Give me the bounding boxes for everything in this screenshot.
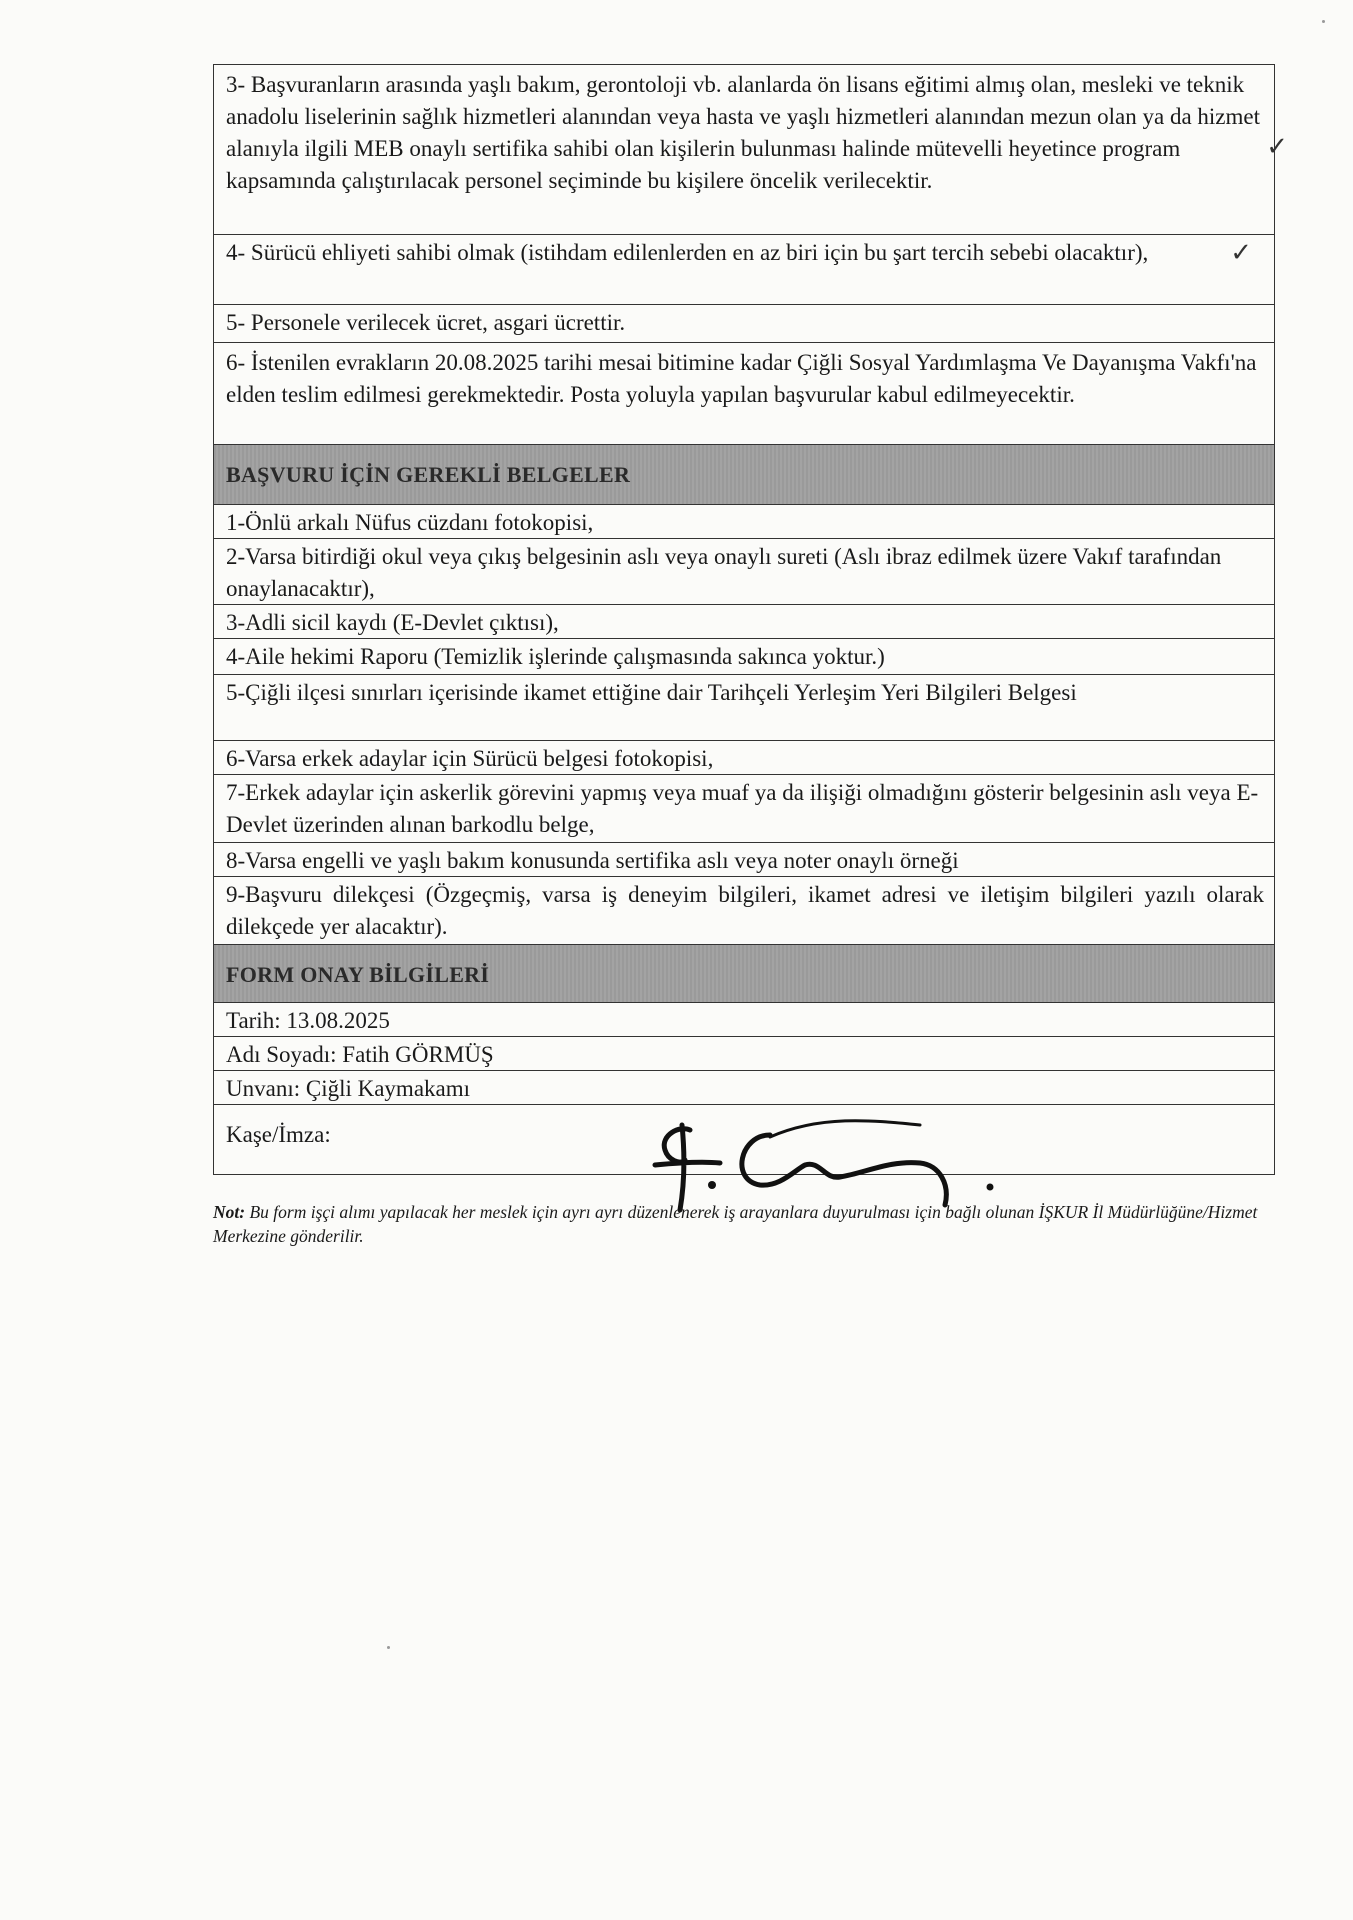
checkmark-icon: ✓ (1230, 238, 1252, 268)
document-item-7 (214, 775, 1274, 843)
requirement-text: 3- Başvuranların arasında yaşlı bakım, gerontoloji vb. alanlarda ön lisans eğitimi almış olan, mesleki ve teknik anadolu liselerinin sağlık hizmetleri alanından veya hasta ve yaşlı hizmetleri alanından mezun olan ya da hizmet alanıyla ilgili MEB onaylı sertifika sahibi olan kişilerin bulunması halinde mütevelli heyetince program kapsamında çalıştırılacak personel seçiminde bu kişilere öncelik verilecektir. (226, 72, 1260, 193)
approval-name: Adı Soyadı: Fatih GÖRMÜŞ (226, 1042, 494, 1067)
document-text: 2-Varsa bitirdiği okul veya çıkış belgesinin aslı veya onaylı sureti (Aslı ibraz edilmek üzere Vakıf tarafından onaylanacaktır), (226, 544, 1222, 601)
document-item-1 (214, 505, 1274, 539)
document-text: 8-Varsa engelli ve yaşlı bakım konusunda sertifika aslı veya noter onaylı örneği (226, 848, 959, 873)
document-text: 4-Aile hekimi Raporu (Temizlik işlerinde çalışmasında sakınca yoktur.) (226, 644, 885, 669)
scan-speck (387, 1646, 390, 1649)
requirement-text: 5- Personele verilecek ücret, asgari ücrettir. (226, 310, 626, 335)
requirement-text: 6- İstenilen evrakların 20.08.2025 tarihi mesai bitimine kadar Çiğli Sosyal Yardımlaşma Ve Dayanışma Vakfı'na elden teslim edilmesi gerekmektedir. Posta yoluyla yapılan başvurular kabul edilmeyecektir. (226, 350, 1257, 407)
application-form-table (213, 64, 1288, 1175)
signature-label: Kaşe/İmza: (226, 1122, 331, 1147)
document-item-5 (214, 675, 1274, 741)
approval-date-row (214, 1003, 1274, 1037)
section-heading-form-approval (214, 945, 1274, 1003)
handwritten-signature (620, 1105, 1060, 1215)
requirement-row-4 (214, 235, 1274, 305)
section-heading-text: FORM ONAY BİLGİLERİ (226, 962, 490, 987)
section-heading-text: BAŞVURU İÇİN GEREKLİ BELGELER (226, 462, 631, 487)
document-item-6 (214, 741, 1274, 775)
approval-title: Unvanı: Çiğli Kaymakamı (226, 1076, 471, 1101)
approval-name-row (214, 1037, 1274, 1071)
section-heading-required-documents (214, 445, 1274, 505)
document-text: 9-Başvuru dilekçesi (Özgeçmiş, varsa iş deneyim bilgileri, ikamet adresi ve iletişim bilgileri yazılı olarak dilekçede yer alacaktır). (226, 882, 1264, 939)
document-text: 6-Varsa erkek adaylar için Sürücü belgesi fotokopisi, (226, 746, 714, 771)
scan-speck (1322, 20, 1325, 23)
footnote (213, 1200, 1273, 1248)
document-item-8 (214, 843, 1274, 877)
document-text: 1-Önlü arkalı Nüfus cüzdanı fotokopisi, (226, 510, 594, 535)
requirement-text: 4- Sürücü ehliyeti sahibi olmak (istihdam edilenlerden en az biri için bu şart tercih sebebi olacaktır), (226, 240, 1149, 265)
footnote-label: Not: (213, 1202, 246, 1222)
requirement-row-3 (214, 65, 1288, 235)
requirement-row-5 (214, 305, 1274, 343)
document-item-2 (214, 539, 1274, 605)
requirement-row-6 (214, 343, 1274, 445)
checkmark-icon: ✓ (1266, 132, 1288, 162)
footnote-text: Bu form işçi alımı yapılacak her meslek için ayrı ayrı düzenlenerek iş arayanlara duyurulması için bağlı olunan İŞKUR İl Müdürlüğüne/Hizmet Merkezine gönderilir. (213, 1202, 1258, 1246)
document-text: 7-Erkek adaylar için askerlik görevini yapmış veya muaf ya da ilişiği olmadığını gösterir belgesinin aslı veya E-Devlet üzerinden alınan barkodlu belge, (226, 780, 1259, 837)
document-item-3 (214, 605, 1274, 639)
document-item-9 (214, 877, 1274, 945)
document-text: 3-Adli sicil kaydı (E-Devlet çıktısı), (226, 610, 559, 635)
document-item-4 (214, 639, 1274, 675)
approval-date: Tarih: 13.08.2025 (226, 1008, 390, 1033)
approval-title-row (214, 1071, 1274, 1105)
document-text: 5-Çiğli ilçesi sınırları içerisinde ikamet ettiğine dair Tarihçeli Yerleşim Yeri Bilgileri Belgesi (226, 680, 1077, 705)
